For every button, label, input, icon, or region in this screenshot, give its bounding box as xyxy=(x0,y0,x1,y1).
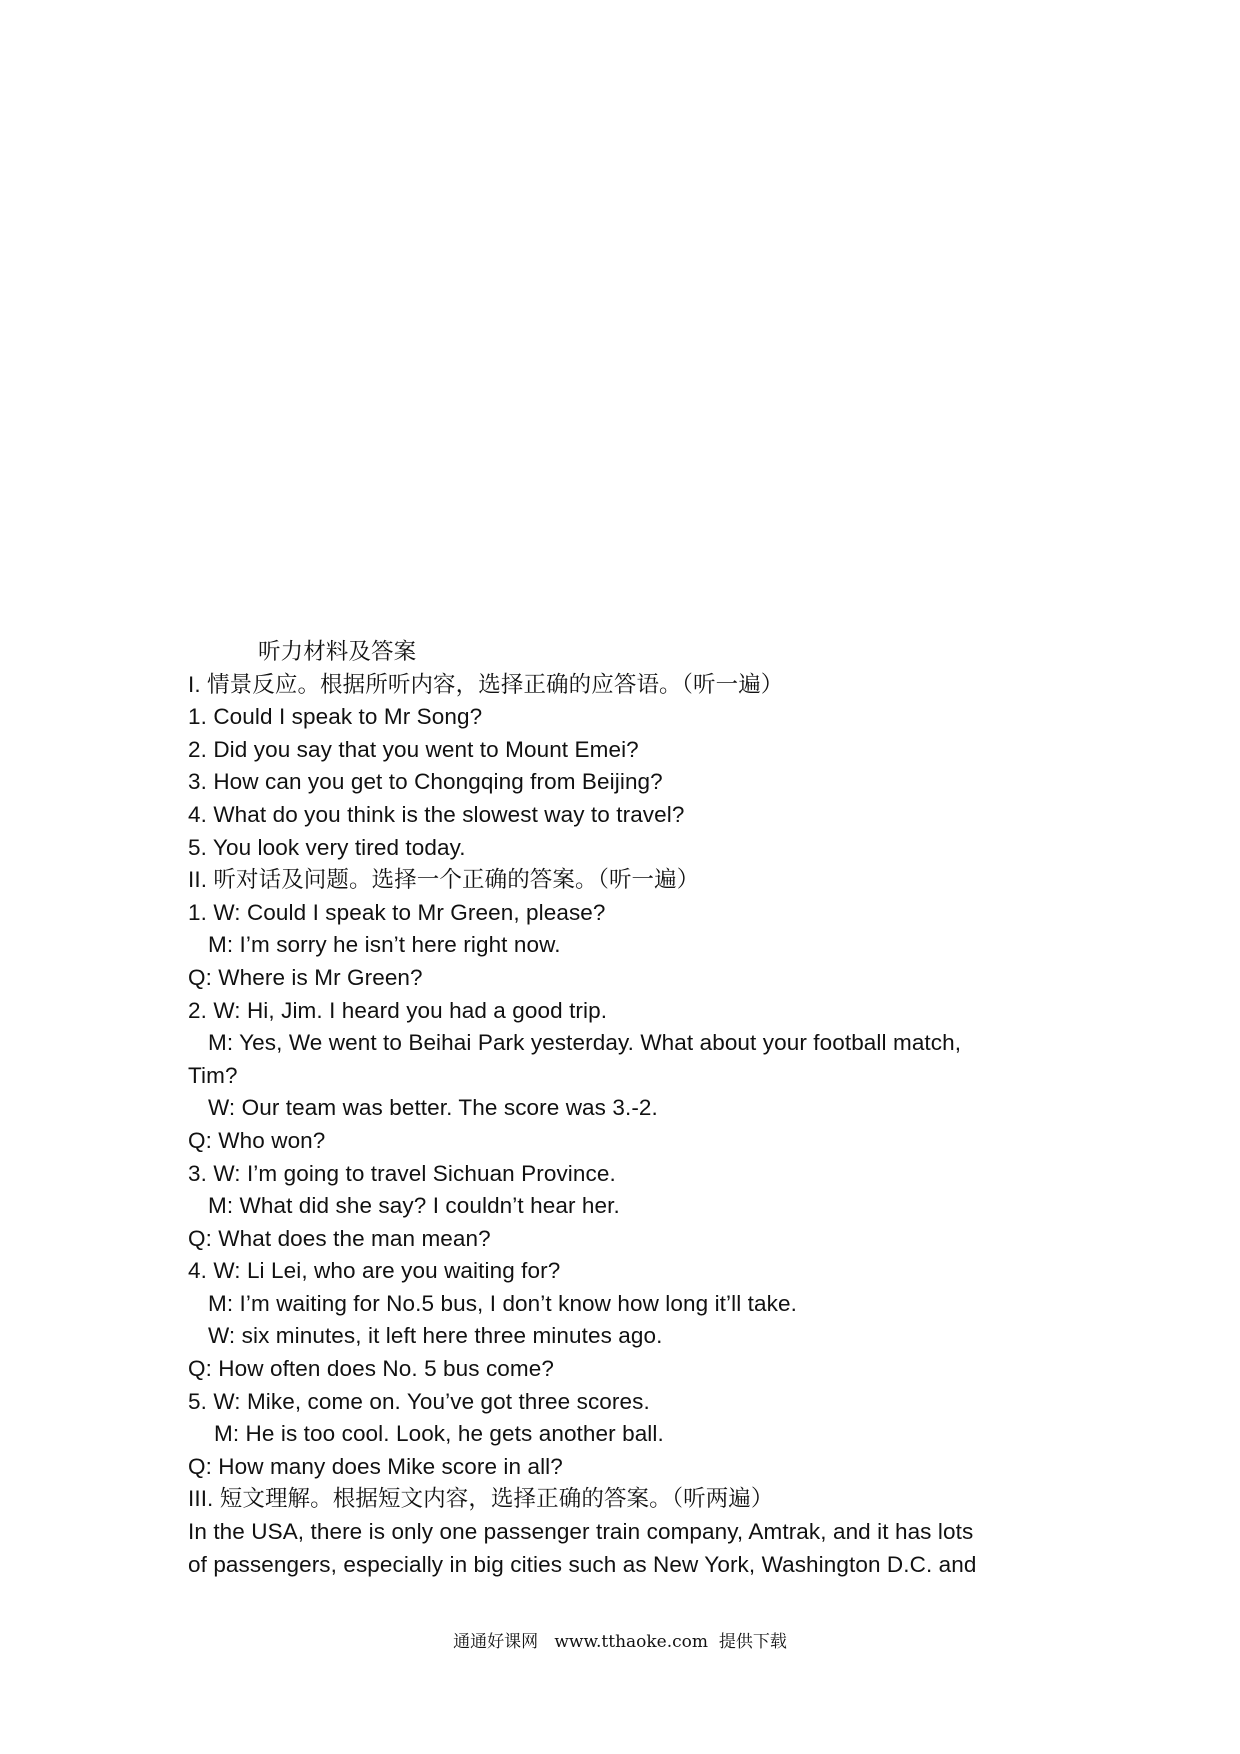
section-1-item: 4. What do you think is the slowest way to travel? xyxy=(188,801,685,827)
footer-note: 提供下载 xyxy=(718,1632,787,1652)
dialogue-line: 1. W: Could I speak to Mr Green, please? xyxy=(188,899,606,925)
dialogue-line: 4. W: Li Lei, who are you waiting for? xyxy=(188,1258,561,1284)
section-1-heading: I. 情景反应。根据所听内容，选择正确的应答语。（听一遍） xyxy=(188,671,784,697)
dialogue-line: W: six minutes, it left here three minutes ago. xyxy=(208,1323,663,1349)
dialogue-line: 5. W: Mike, come on. You’ve got three scores. xyxy=(188,1388,650,1414)
page-title: 听力材料及答案 xyxy=(258,639,417,664)
dialogue-line: M: I’m sorry he isn’t here right now. xyxy=(208,932,561,958)
listening-material xyxy=(188,636,1088,1581)
footer-url: www.tthaoke.com xyxy=(554,1632,709,1652)
passage-line: of passengers, especially in big cities such as New York, Washington D.C. and xyxy=(188,1551,977,1577)
dialogue-line: M: He is too cool. Look, he gets another ball. xyxy=(214,1421,664,1447)
dialogue-line: 2. W: Hi, Jim. I heard you had a good trip. xyxy=(188,997,608,1023)
section-1-item: 2. Did you say that you went to Mount Emei? xyxy=(188,736,639,762)
dialogue-line: W: Our team was better. The score was 3.-2. xyxy=(208,1095,658,1121)
dialogue-line: 3. W: I’m going to travel Sichuan Province. xyxy=(188,1160,616,1186)
section-2-heading: II. 听对话及问题。选择一个正确的答案。（听一遍） xyxy=(188,867,700,893)
dialogue-question: Q: What does the man mean? xyxy=(188,1225,491,1251)
section-3-heading: III. 短文理解。根据短文内容，选择正确的答案。（听两遍） xyxy=(188,1486,774,1512)
dialogue-question: Q: Who won? xyxy=(188,1127,326,1153)
section-1-item: 5. You look very tired today. xyxy=(188,834,466,860)
section-1-item: 3. How can you get to Chongqing from Beijing? xyxy=(188,769,663,795)
passage-line: In the USA, there is only one passenger train company, Amtrak, and it has lots xyxy=(188,1519,974,1545)
dialogue-line: M: What did she say? I couldn’t hear her. xyxy=(208,1193,620,1219)
dialogue-line: M: I’m waiting for No.5 bus, I don’t know how long it’ll take. xyxy=(208,1290,797,1316)
dialogue-question: Q: How many does Mike score in all? xyxy=(188,1453,563,1479)
page-footer xyxy=(0,1627,1240,1652)
footer-site-name: 通通好课网 xyxy=(453,1632,539,1652)
section-1-item: 1. Could I speak to Mr Song? xyxy=(188,704,483,730)
dialogue-line: M: Yes, We went to Beihai Park yesterday. What about your football match, xyxy=(208,1030,962,1056)
dialogue-question: Q: Where is Mr Green? xyxy=(188,964,423,990)
dialogue-line: Tim? xyxy=(188,1062,238,1088)
dialogue-question: Q: How often does No. 5 bus come? xyxy=(188,1356,554,1382)
